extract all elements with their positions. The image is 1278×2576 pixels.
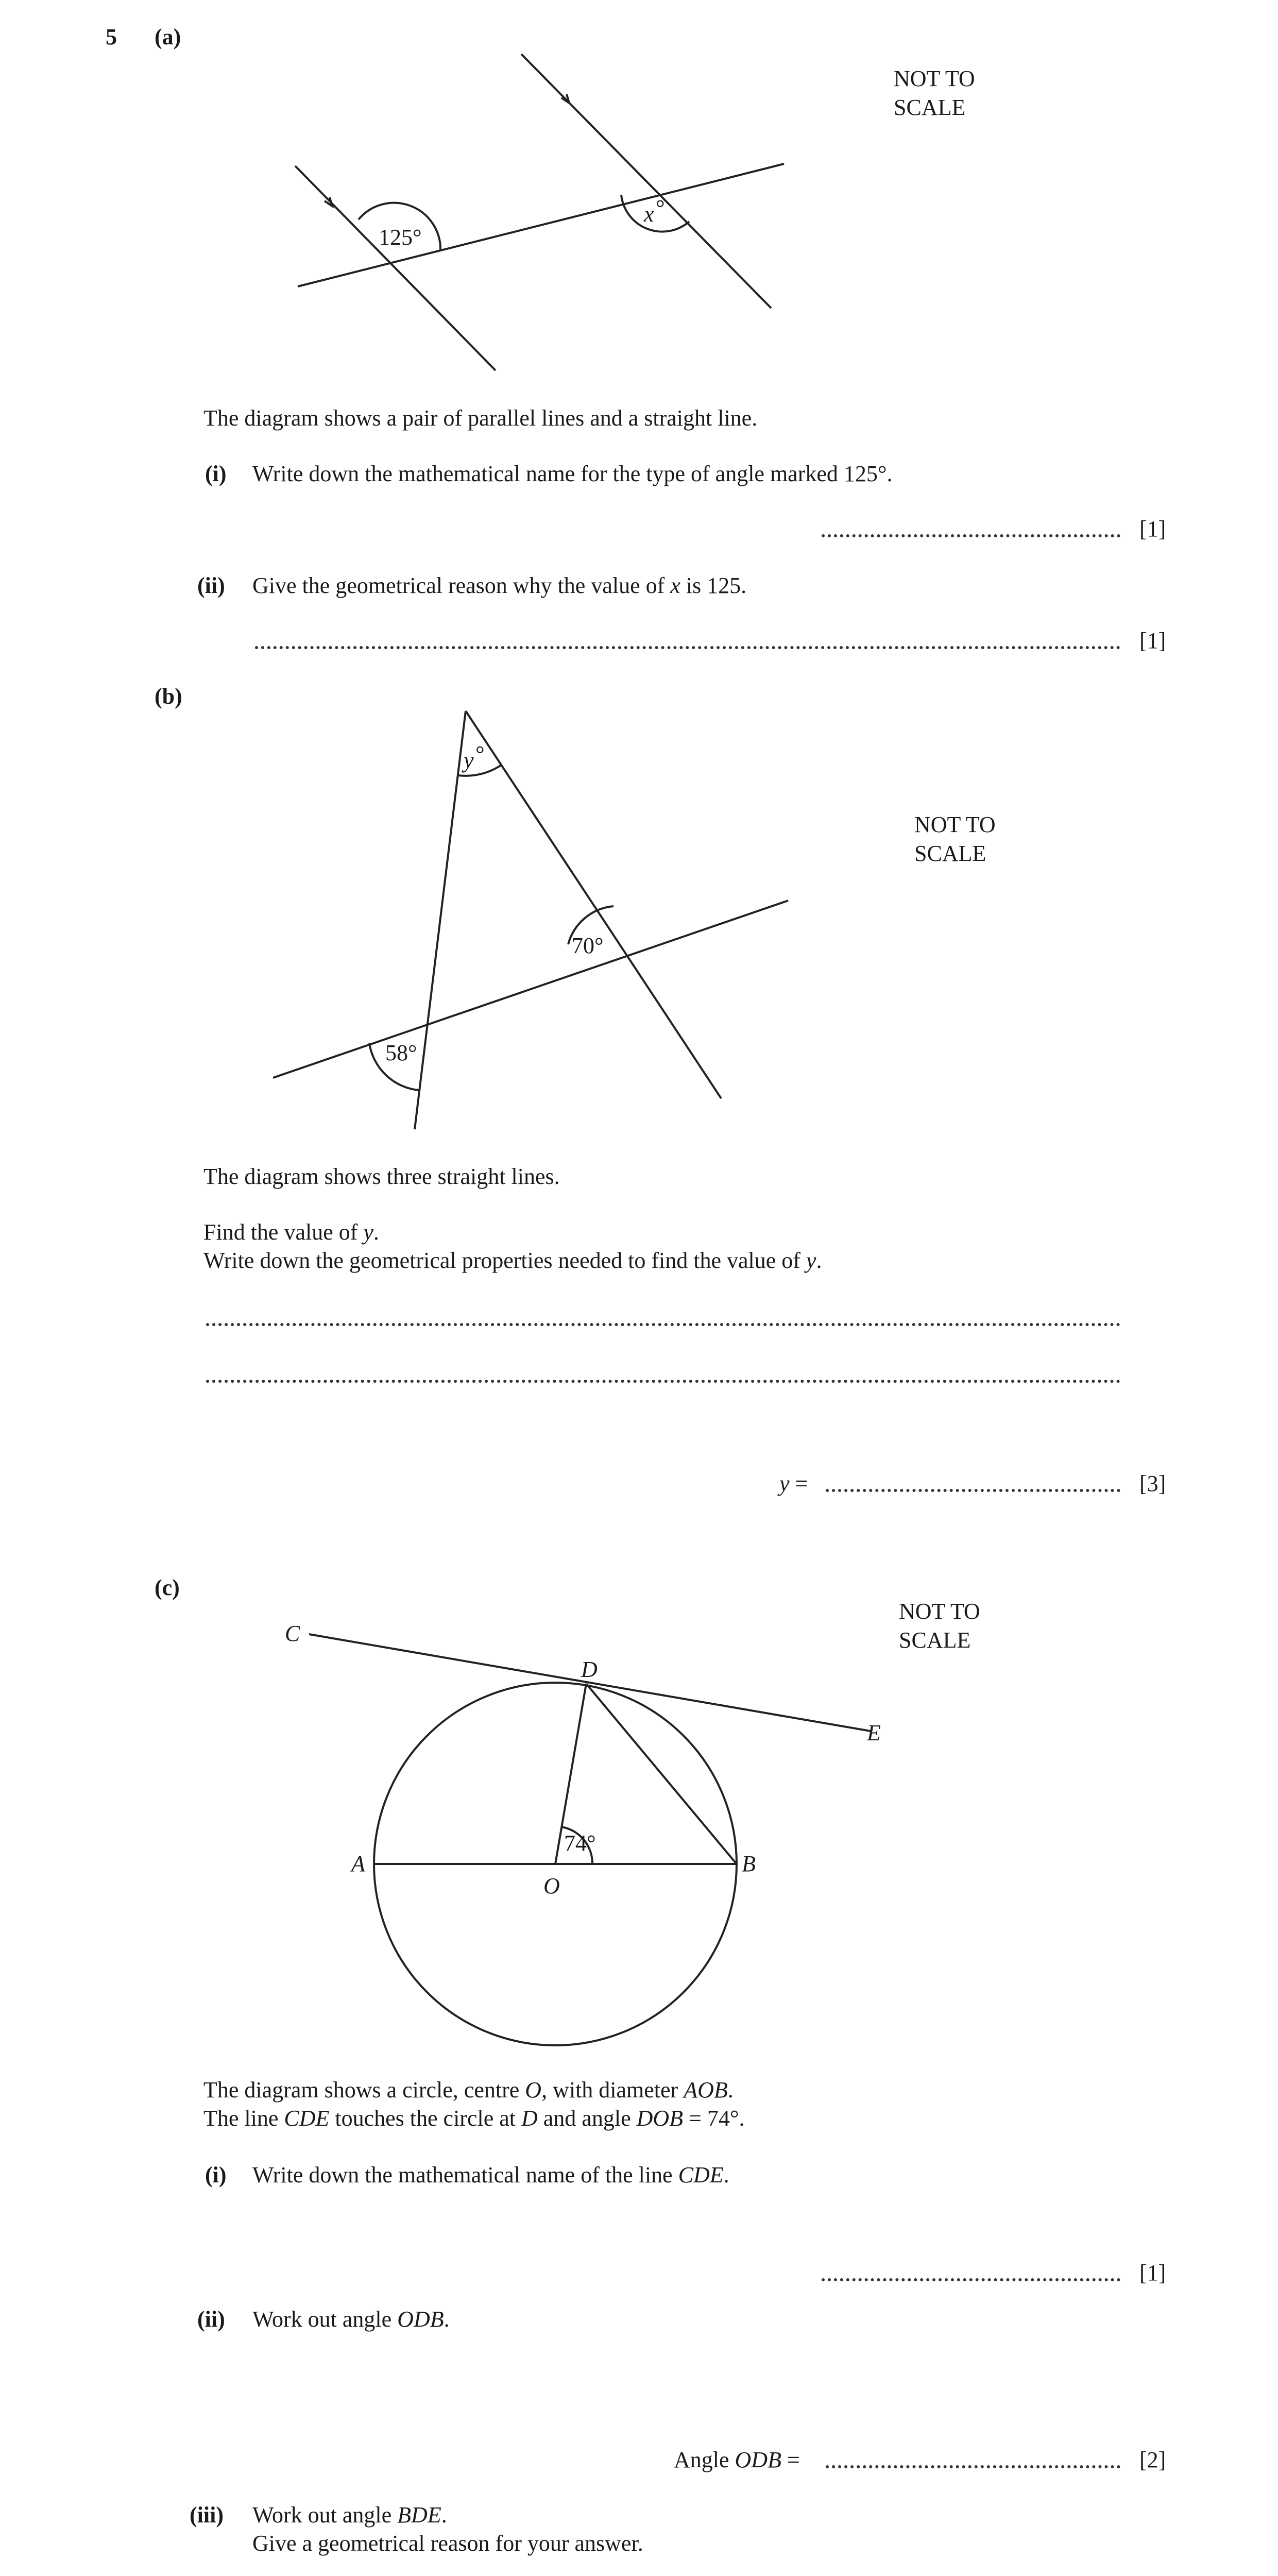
angle-label-y: y xyxy=(464,748,474,773)
angle-label-58: 58° xyxy=(385,1040,417,1065)
part-a-intro: The diagram shows a pair of parallel lines and a straight line. xyxy=(203,405,758,431)
not-to-scale-line-2: SCALE xyxy=(894,95,966,120)
part-c-ii-question: Work out angle ODB. xyxy=(252,2307,450,2332)
point-label-d: D xyxy=(581,1657,598,1682)
marks-c-i: [1] xyxy=(1139,2260,1166,2285)
angle-label-70: 70° xyxy=(572,933,604,958)
not-to-scale-line-1: NOT TO xyxy=(914,812,996,837)
part-a-ii-label: (ii) xyxy=(197,573,225,598)
part-c-intro-1: The diagram shows a circle, centre O, with diameter AOB. xyxy=(203,2077,734,2103)
part-c-iii-label: (iii) xyxy=(190,2502,224,2528)
point-label-b: B xyxy=(742,1851,756,1876)
part-a-i-question: Write down the mathematical name for the type of angle marked 125°. xyxy=(252,461,893,486)
not-to-scale-line-1: NOT TO xyxy=(894,66,975,91)
marks-c-ii: [2] xyxy=(1139,2447,1166,2472)
not-to-scale-line-1: NOT TO xyxy=(899,1599,980,1624)
angle-label-74: 74° xyxy=(564,1831,596,1856)
question-number: 5 xyxy=(106,24,117,49)
part-c-ii-answer-label: Angle ODB = xyxy=(674,2447,800,2472)
angle-label-x-deg: ° xyxy=(656,195,665,221)
part-c-iii-reason-prompt: Give a geometrical reason for your answer. xyxy=(252,2531,643,2556)
answer-line-c-i[interactable] xyxy=(822,2273,1120,2281)
point-label-c: C xyxy=(285,1621,300,1646)
part-b-intro: The diagram shows three straight lines. xyxy=(203,1164,560,1189)
part-c-i-question: Write down the mathematical name of the line CDE. xyxy=(252,2162,729,2188)
not-to-scale-c xyxy=(899,1597,980,1655)
part-c-intro-2: The line CDE touches the circle at D and angle DOB = 74°. xyxy=(203,2106,745,2131)
part-c-ii-label: (ii) xyxy=(197,2307,225,2332)
part-a-label: (a) xyxy=(155,24,181,49)
marks-b: [3] xyxy=(1139,1471,1166,1496)
angle-label-125: 125° xyxy=(379,225,422,250)
answer-line-c-ii[interactable] xyxy=(826,2460,1120,2468)
marks-a-ii: [1] xyxy=(1139,628,1166,653)
part-c-iii-question: Work out angle BDE. xyxy=(252,2502,447,2528)
not-to-scale-line-2: SCALE xyxy=(899,1628,971,1653)
angle-label-y-deg: ° xyxy=(475,741,485,767)
marks-a-i: [1] xyxy=(1139,516,1166,541)
point-label-a: A xyxy=(351,1851,365,1876)
chord-db xyxy=(586,1684,737,1864)
part-c-label: (c) xyxy=(155,1575,180,1600)
not-to-scale-line-2: SCALE xyxy=(914,841,986,866)
part-b-answer-label: y = xyxy=(779,1471,808,1496)
part-b-label: (b) xyxy=(155,684,182,709)
part-c-i-label: (i) xyxy=(205,2162,227,2188)
angle-label-x: x xyxy=(644,201,654,227)
part-a-i-label: (i) xyxy=(205,461,227,486)
tangent-line-cde xyxy=(309,1634,871,1731)
part-b-find: Find the value of y. xyxy=(203,1219,379,1245)
point-label-o: O xyxy=(543,1873,560,1899)
part-a-ii-question: Give the geometrical reason why the value of x is 125. xyxy=(252,573,747,598)
point-label-e: E xyxy=(867,1720,881,1745)
part-b-properties: Write down the geometrical properties needed to find the value of y. xyxy=(203,1248,822,1273)
